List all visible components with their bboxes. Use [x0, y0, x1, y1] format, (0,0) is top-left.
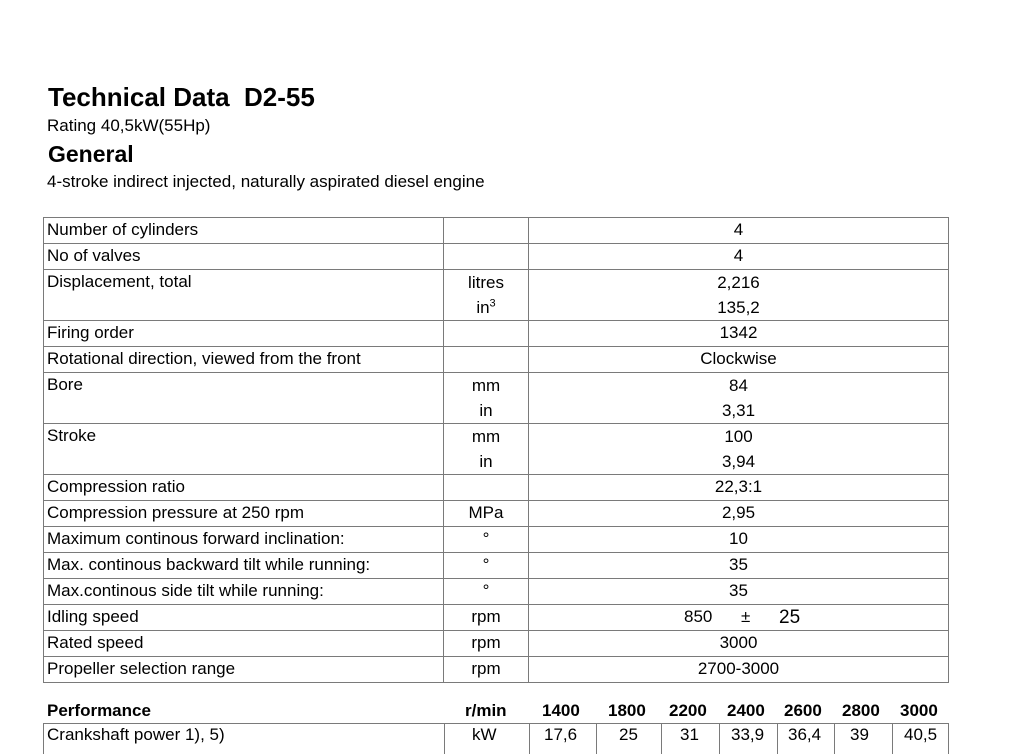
- engine-rating: Rating 40,5kW(55Hp): [47, 116, 211, 135]
- spec-label: Max. continous backward tilt while running:: [47, 555, 371, 574]
- table-row: [44, 527, 949, 553]
- spec-value: 3000: [719, 633, 758, 652]
- table-row: [44, 657, 949, 683]
- table-row: [44, 424, 949, 475]
- spec-value: 850: [684, 607, 713, 626]
- spec-unit: litres: [468, 273, 504, 292]
- performance-value: 31: [680, 725, 699, 744]
- performance-row-crankshaft-power: [43, 723, 949, 754]
- spec-label: Compression pressure at 250 rpm: [47, 503, 305, 522]
- spec-label: Bore: [47, 375, 83, 394]
- spec-label: Number of cylinders: [47, 220, 199, 239]
- section-heading-general: General: [48, 141, 134, 167]
- idling-speed-value: [529, 605, 948, 630]
- spec-label: Stroke: [47, 426, 97, 445]
- spec-value: 3,94: [721, 452, 756, 471]
- speed-header: 1800: [608, 701, 646, 720]
- spec-value: Clockwise: [700, 349, 777, 368]
- table-row: [44, 579, 949, 605]
- spec-unit: rpm: [471, 607, 501, 626]
- spec-label: Rotational direction, viewed from the front: [47, 349, 361, 368]
- divider: [596, 724, 597, 754]
- spec-unit: °: [482, 555, 490, 574]
- spec-label: Compression ratio: [47, 477, 185, 496]
- spec-value: 22,3:1: [714, 477, 763, 496]
- general-spec-table: [43, 217, 949, 683]
- spec-unit: rpm: [471, 633, 501, 652]
- speed-header: 1400: [542, 701, 580, 720]
- spec-unit: mm: [471, 427, 501, 446]
- speed-header: 2200: [669, 701, 707, 720]
- performance-header: [43, 701, 948, 723]
- spec-unit: in: [479, 401, 493, 420]
- spec-unit: $in^3$: [476, 297, 496, 317]
- spec-value: 35: [729, 581, 748, 600]
- spec-unit: mm: [471, 376, 501, 395]
- spec-value: 84: [729, 376, 748, 395]
- tolerance-value: 25: [779, 607, 801, 628]
- spec-value: 2,216: [717, 273, 760, 292]
- spec-value: 2,95: [721, 503, 756, 522]
- spec-value: 4: [733, 246, 744, 265]
- spec-value: 1342: [719, 323, 758, 342]
- speed-header: 3000: [900, 701, 938, 720]
- table-row: [44, 475, 949, 501]
- table-row: [44, 373, 949, 424]
- spec-unit: rpm: [471, 659, 501, 678]
- divider: [892, 724, 893, 754]
- table-row: [44, 605, 949, 631]
- document-title: Technical Data D2-55: [48, 82, 315, 112]
- divider: [661, 724, 662, 754]
- spec-value: 35: [729, 555, 748, 574]
- spec-label: Max.continous side tilt while running:: [47, 581, 324, 600]
- table-row: [44, 270, 949, 321]
- spec-label: Propeller selection range: [47, 659, 236, 678]
- spec-unit: MPa: [468, 503, 504, 522]
- spec-label: Displacement, total: [47, 272, 192, 291]
- divider: [948, 724, 949, 754]
- performance-value: 33,9: [731, 725, 765, 744]
- spec-value: 4: [733, 220, 744, 239]
- table-row: [44, 631, 949, 657]
- performance-label: Crankshaft power 1), 5): [47, 725, 225, 744]
- performance-value: 25: [619, 725, 638, 744]
- table-row: [44, 347, 949, 373]
- spec-label: No of valves: [47, 246, 141, 265]
- divider: [444, 724, 445, 754]
- speed-header: 2400: [727, 701, 765, 720]
- spec-label: Idling speed: [47, 607, 139, 626]
- spec-label: Rated speed: [47, 633, 144, 652]
- spec-value: 10: [729, 529, 748, 548]
- spec-value: 100: [724, 427, 753, 446]
- speed-header: 2800: [842, 701, 880, 720]
- performance-heading: Performance: [47, 701, 151, 720]
- spec-label: Firing order: [47, 323, 134, 342]
- divider: [777, 724, 778, 754]
- divider: [529, 724, 530, 754]
- speed-header: 2600: [784, 701, 822, 720]
- performance-unit: kW: [472, 725, 497, 744]
- table-row: [44, 553, 949, 579]
- divider: [834, 724, 835, 754]
- speed-unit-header: r/min: [465, 701, 507, 720]
- performance-value: 40,5: [904, 725, 938, 744]
- spec-value: 135,2: [717, 298, 760, 317]
- performance-value: 36,4: [788, 725, 822, 744]
- engine-description: 4-stroke indirect injected, naturally aspirated diesel engine: [47, 172, 485, 191]
- table-row: [44, 321, 949, 347]
- spec-value: 3,31: [721, 401, 756, 420]
- performance-value: 17,6: [544, 725, 578, 744]
- divider: [719, 724, 720, 754]
- spec-unit: in: [479, 452, 493, 471]
- table-row: [44, 244, 949, 270]
- spec-unit: °: [482, 529, 490, 548]
- plus-minus-symbol: ±: [741, 607, 751, 626]
- performance-value: 39: [850, 725, 869, 744]
- table-row: [44, 501, 949, 527]
- spec-value: 2700-3000: [697, 659, 780, 678]
- spec-unit: °: [482, 581, 490, 600]
- spec-label: Maximum continous forward inclination:: [47, 529, 345, 548]
- table-row: [44, 218, 949, 244]
